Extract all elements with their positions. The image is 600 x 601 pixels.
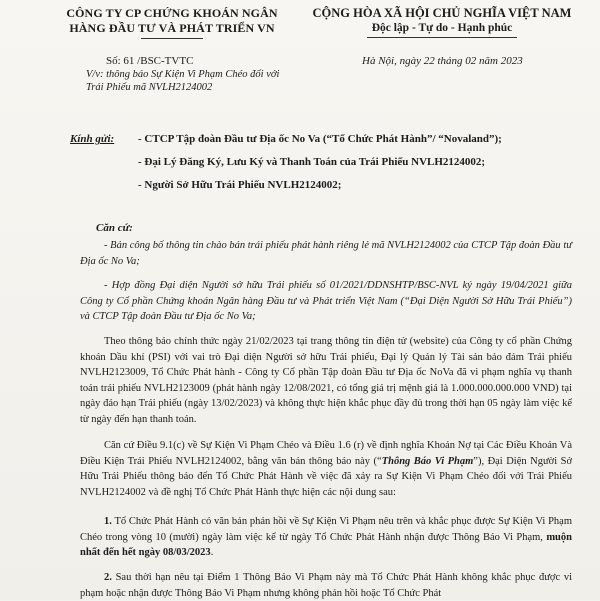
item-end: . [210,547,214,558]
basis-item: - Hợp đồng Đại diện Người sở hữu Trái phiếu số 01/2021/DDNSHTP/BSC-NVL ký ngày 19/04/2021 giữa Công ty Cổ phần Chứng khoán Ngân hàng Đầu tư và Phát triển Việt Nam (“Đại Diện Người Sở Hữu Trái Phiếu”) và CTCP Tập đoàn Đầu tư Địa ốc No Va; [80,280,572,322]
header-divider-left [141,38,203,39]
document-subject: V/v: thông báo Sự Kiện Vi Phạm Chéo đối với Trái Phiếu mã NVLH2124002 [86,69,280,93]
nation-header [306,6,578,38]
item-number: 1. [104,516,112,527]
header-divider-right [367,37,517,38]
request-item [80,570,572,601]
body-paragraph: Theo thông báo chính thức ngày 21/02/2023 tại trang thông tin điện tử (website) của Công ty cổ phần Chứng khoán Dầu khí (PSI) với vai trò Đại diện Người sở hữu Trái phiếu, Đại lý Quản lý Tài sản bảo đảm Trái phiếu NVLH2123009, Tổ Chức Phát hành - Công ty Cổ phần Tập đoàn Đầu tư Địa ốc NoVa đã vi phạm nghĩa vụ thanh toán trái phiếu NVLH2123009 (phát hành ngày 12/08/2021, có tổng giá trị mệnh giá là 1.000.000.000.000 VND) tại ngày đáo hạn Trái phiếu (ngày 13/02/2023) và không thực hiện khắc phục đầy đủ trong thời hạn 05 ngày làm việc kể từ ngày đến hạn thanh toán. [80,336,572,425]
addressee-item: - CTCP Tập đoàn Đầu tư Địa ốc No Va (“Tổ Chức Phát Hành”/ “Novaland”); [138,133,502,145]
item-text: Sau thời hạn nêu tại Điểm 1 Thông Báo Vi Phạm này mà Tổ Chức Phát Hành không khắc phục được vi phạm hoặc nhận được Thông Báo Vi Phạm nhưng không phản hồi hoặc Tổ Chức Phát [80,572,572,599]
org-name-line2: HÀNG ĐẦU TƯ VÀ PHÁT TRIỂN VN [69,21,275,35]
addressee-label: Kính gửi: [70,133,115,145]
issuer-header [52,6,292,39]
body-paragraph [80,438,572,500]
notice-term: Thông Báo Vi Phạm [381,455,474,467]
addressee-item: - Người Sở Hữu Trái Phiếu NVLH2124002; [138,179,342,191]
motto: Độc lập - Tự do - Hạnh phúc [371,22,513,34]
nation-title: CỘNG HÒA XÃ HỘI CHỦ NGHĨA VIỆT NAM [312,6,572,20]
para2-text-a: Căn cứ Điều 9.1(c) về Sự Kiện Vi Phạm Chéo và Điều 1.6 (r) về định nghĩa Khoản Nợ tại Các Điều Khoản Và Điều Kiện Trái Phiếu NVLH2124002, bằng văn bản thông báo này (“ [80,440,572,467]
deadline-text: muộn nhất đến hết ngày 08/03/2023 [80,531,572,558]
item-number: 2. [104,572,112,583]
basis-label: Căn cứ: [96,222,133,234]
item-text: Tổ Chức Phát Hành có văn bản phản hồi về Sự Kiện Vi Phạm nêu trên và khắc phục được Sự Kiện Vi Phạm Chéo trong vòng 10 (mười) ngày làm việc kể từ ngày Tổ Chức Phát Hành nhận được Thông Báo Vi Phạm, [80,516,572,543]
document-number: Số: 61 /BSC-TVTC [106,55,194,67]
addressee-item: - Đại Lý Đăng Ký, Lưu Ký và Thanh Toán của Trái Phiếu NVLH2124002; [138,156,486,168]
place-date: Hà Nội, ngày 22 tháng 02 năm 2023 [362,55,523,67]
para2-text-c: ”), Đại Diện Người Sở Hữu Trái Phiếu thông báo đến Tổ Chức Phát Hành về việc đã xảy ra Sự Kiện Vi Phạm Chéo đối với Trái Phiếu NVLH2124002 và đề nghị Tổ Chức Phát Hành thực hiện các nội dung sau: [80,455,572,498]
addressee-list [138,133,578,202]
basis-item: - Bản công bố thông tin chào bán trái phiếu phát hành riêng lẻ mã NVLH2124002 của CTCP Tập đoàn Đầu tư Địa ốc No Va; [80,240,572,267]
org-name-line1: CÔNG TY CP CHỨNG KHOÁN NGÂN [66,6,278,20]
request-item [80,514,572,561]
